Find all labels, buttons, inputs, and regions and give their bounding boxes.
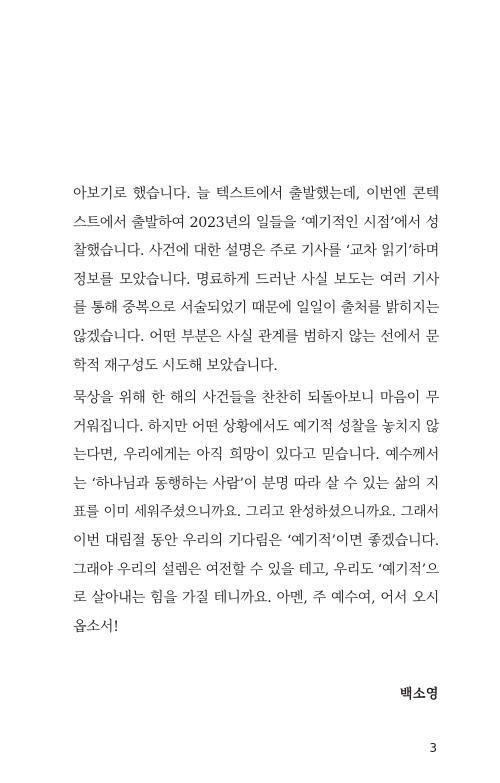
paragraph-line: 정보를 모았습니다. 명료하게 드러난 사실 보도는 여러 기사 xyxy=(73,271,439,288)
paragraph-line: 는 ‘하나님과 동행하는 사람’이 분명 따라 살 수 있는 삶의 지 xyxy=(73,475,439,492)
paragraph-1 xyxy=(73,180,439,380)
author-signature: 백소영 xyxy=(399,687,439,702)
paragraph-line: 표를 이미 세워주셨으니까요. 그리고 완성하셨으니까요. 그래서 xyxy=(73,504,439,521)
page-number: 3 xyxy=(429,741,437,755)
paragraph-2 xyxy=(73,384,439,641)
paragraph-line: 로 살아내는 힘을 가질 테니까요. 아멘, 주 예수여, 어서 오시 xyxy=(73,590,439,607)
paragraph-line: 를 통해 중복으로 서술되었기 때문에 일일이 출처를 밝히지는 xyxy=(73,300,439,317)
paragraph-line: 아보기로 했습니다. 늘 텍스트에서 출발했는데, 이번엔 콘텍 xyxy=(73,186,439,202)
paragraph-line: 찰했습니다. 사건에 대한 설명은 주로 기사를 ‘교차 읽기’하며 xyxy=(73,243,439,260)
paragraph-line: 않겠습니다. 어떤 부분은 사실 관계를 범하지 않는 선에서 문 xyxy=(73,328,439,345)
paragraph-line: 이번 대림절 동안 우리의 기다림은 ‘예기적’이면 좋겠습니다. xyxy=(73,532,439,549)
paragraph-line: 거워집니다. 하지만 어떤 상황에서도 예기적 성찰을 놓치지 않 xyxy=(73,418,439,435)
paragraph-line: 그래야 우리의 설렘은 여전할 수 있을 테고, 우리도 ‘예기적’으 xyxy=(73,561,439,578)
paragraph-line: 는다면, 우리에게는 아직 희망이 있다고 믿습니다. 예수께서 xyxy=(73,447,439,464)
paragraph-line: 묵상을 위해 한 해의 사건들을 찬찬히 되돌아보니 마음이 무 xyxy=(73,390,439,406)
paragraph-line: 학적 재구성도 시도해 보았습니다. xyxy=(73,357,278,374)
paragraph-line: 옵소서! xyxy=(73,618,119,635)
paragraph-line: 스트에서 출발하여 2023년의 일들을 ‘예기적인 시점’에서 성 xyxy=(73,214,439,231)
